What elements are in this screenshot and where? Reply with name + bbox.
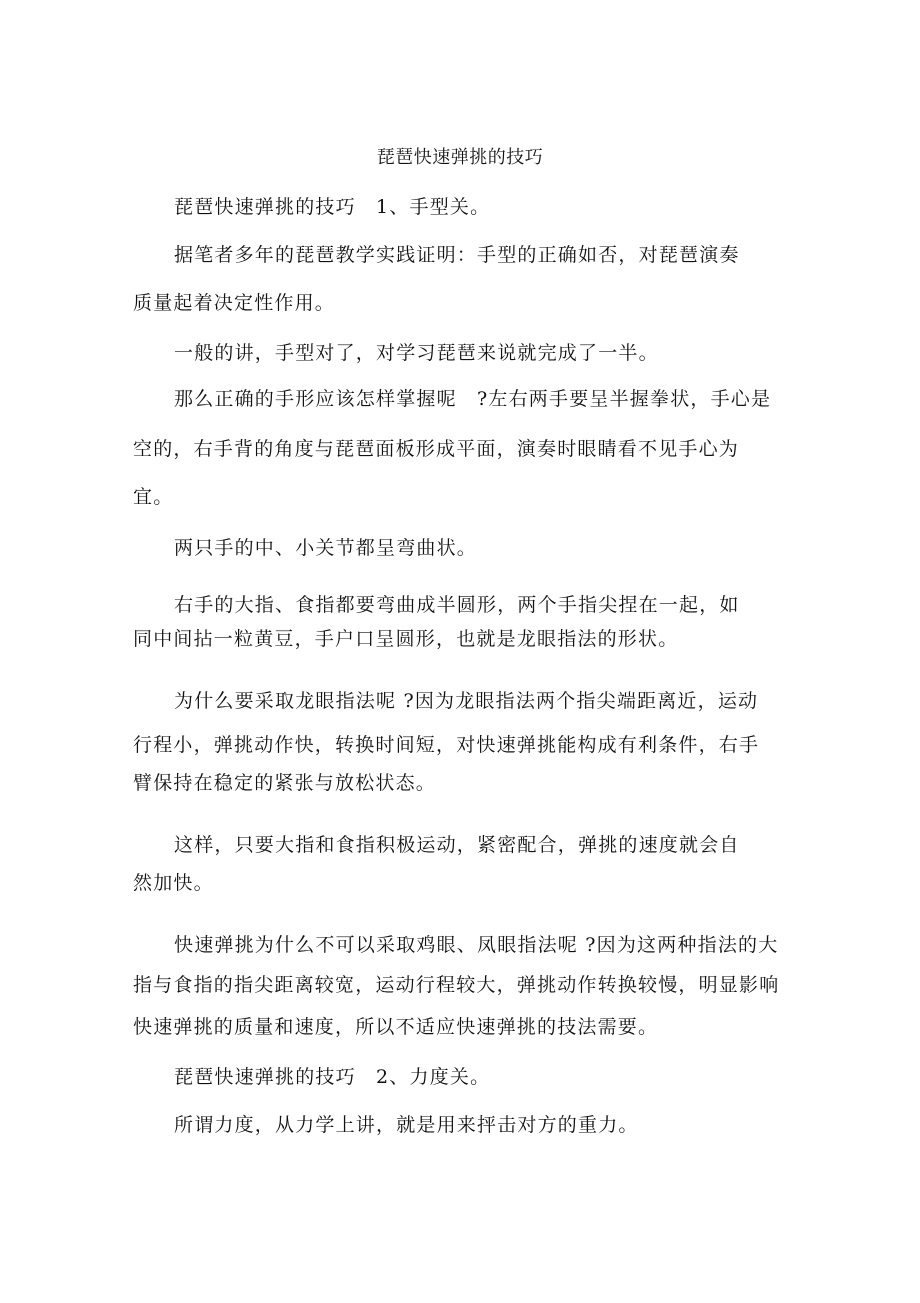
text-line: 然加快。 bbox=[133, 872, 214, 894]
text-line: 质量起着决定性作用。 bbox=[133, 292, 336, 314]
text-line: 两只手的中、小关节都呈弯曲状。 bbox=[174, 537, 478, 559]
text-line: 为什么要采取龙眼指法呢 ?因为龙眼指法两个指尖端距离近，运动 bbox=[174, 690, 759, 712]
document-title: 琵琶快速弹挑的技巧 bbox=[376, 147, 544, 168]
text-line: 快速弹挑为什么不可以采取鸡眼、凤眼指法呢 ?因为这两种指法的大 bbox=[174, 934, 779, 956]
text-line: 宜。 bbox=[133, 486, 174, 508]
text-line: 这样，只要大指和食指积极运动，紧密配合，弹挑的速度就会自 bbox=[174, 834, 740, 856]
text-line: 行程小，弹挑动作快，转换时间短，对快速弹挑能构成有利条件，右手 bbox=[133, 734, 760, 756]
text-line: 所谓力度，从力学上讲，就是用来抨击对方的重力。 bbox=[174, 1114, 639, 1136]
text-line: 琵琶快速弹挑的技巧 2、力度关。 bbox=[174, 1066, 491, 1088]
text-line: 琵琶快速弹挑的技巧 1、手型关。 bbox=[174, 196, 491, 218]
text-line: 同中间拈一粒黄豆，手户口呈圆形，也就是龙眼指法的形状。 bbox=[133, 628, 679, 650]
text-line: 指与食指的指尖距离较宽，运动行程较大，弹挑动作转换较慢，明显影响 bbox=[133, 974, 780, 996]
text-line: 空的，右手背的角度与琵琶面板形成平面，演奏时眼睛看不见手心为 bbox=[133, 438, 740, 460]
text-line: 据笔者多年的琵琶教学实践证明：手型的正确如否，对琵琶演奏 bbox=[174, 244, 740, 266]
text-line: 右手的大指、食指都要弯曲成半圆形，两个手指尖捏在一起，如 bbox=[174, 594, 740, 616]
text-line: 那么正确的手形应该怎样掌握呢 ?左右两手要呈半握拳状，手心是 bbox=[174, 388, 772, 410]
text-line: 快速弹挑的质量和速度，所以不适应快速弹挑的技法需要。 bbox=[133, 1016, 659, 1038]
text-line: 一般的讲，手型对了，对学习琵琶来说就完成了一半。 bbox=[174, 342, 659, 364]
text-line: 臂保持在稳定的紧张与放松状态。 bbox=[133, 772, 437, 794]
